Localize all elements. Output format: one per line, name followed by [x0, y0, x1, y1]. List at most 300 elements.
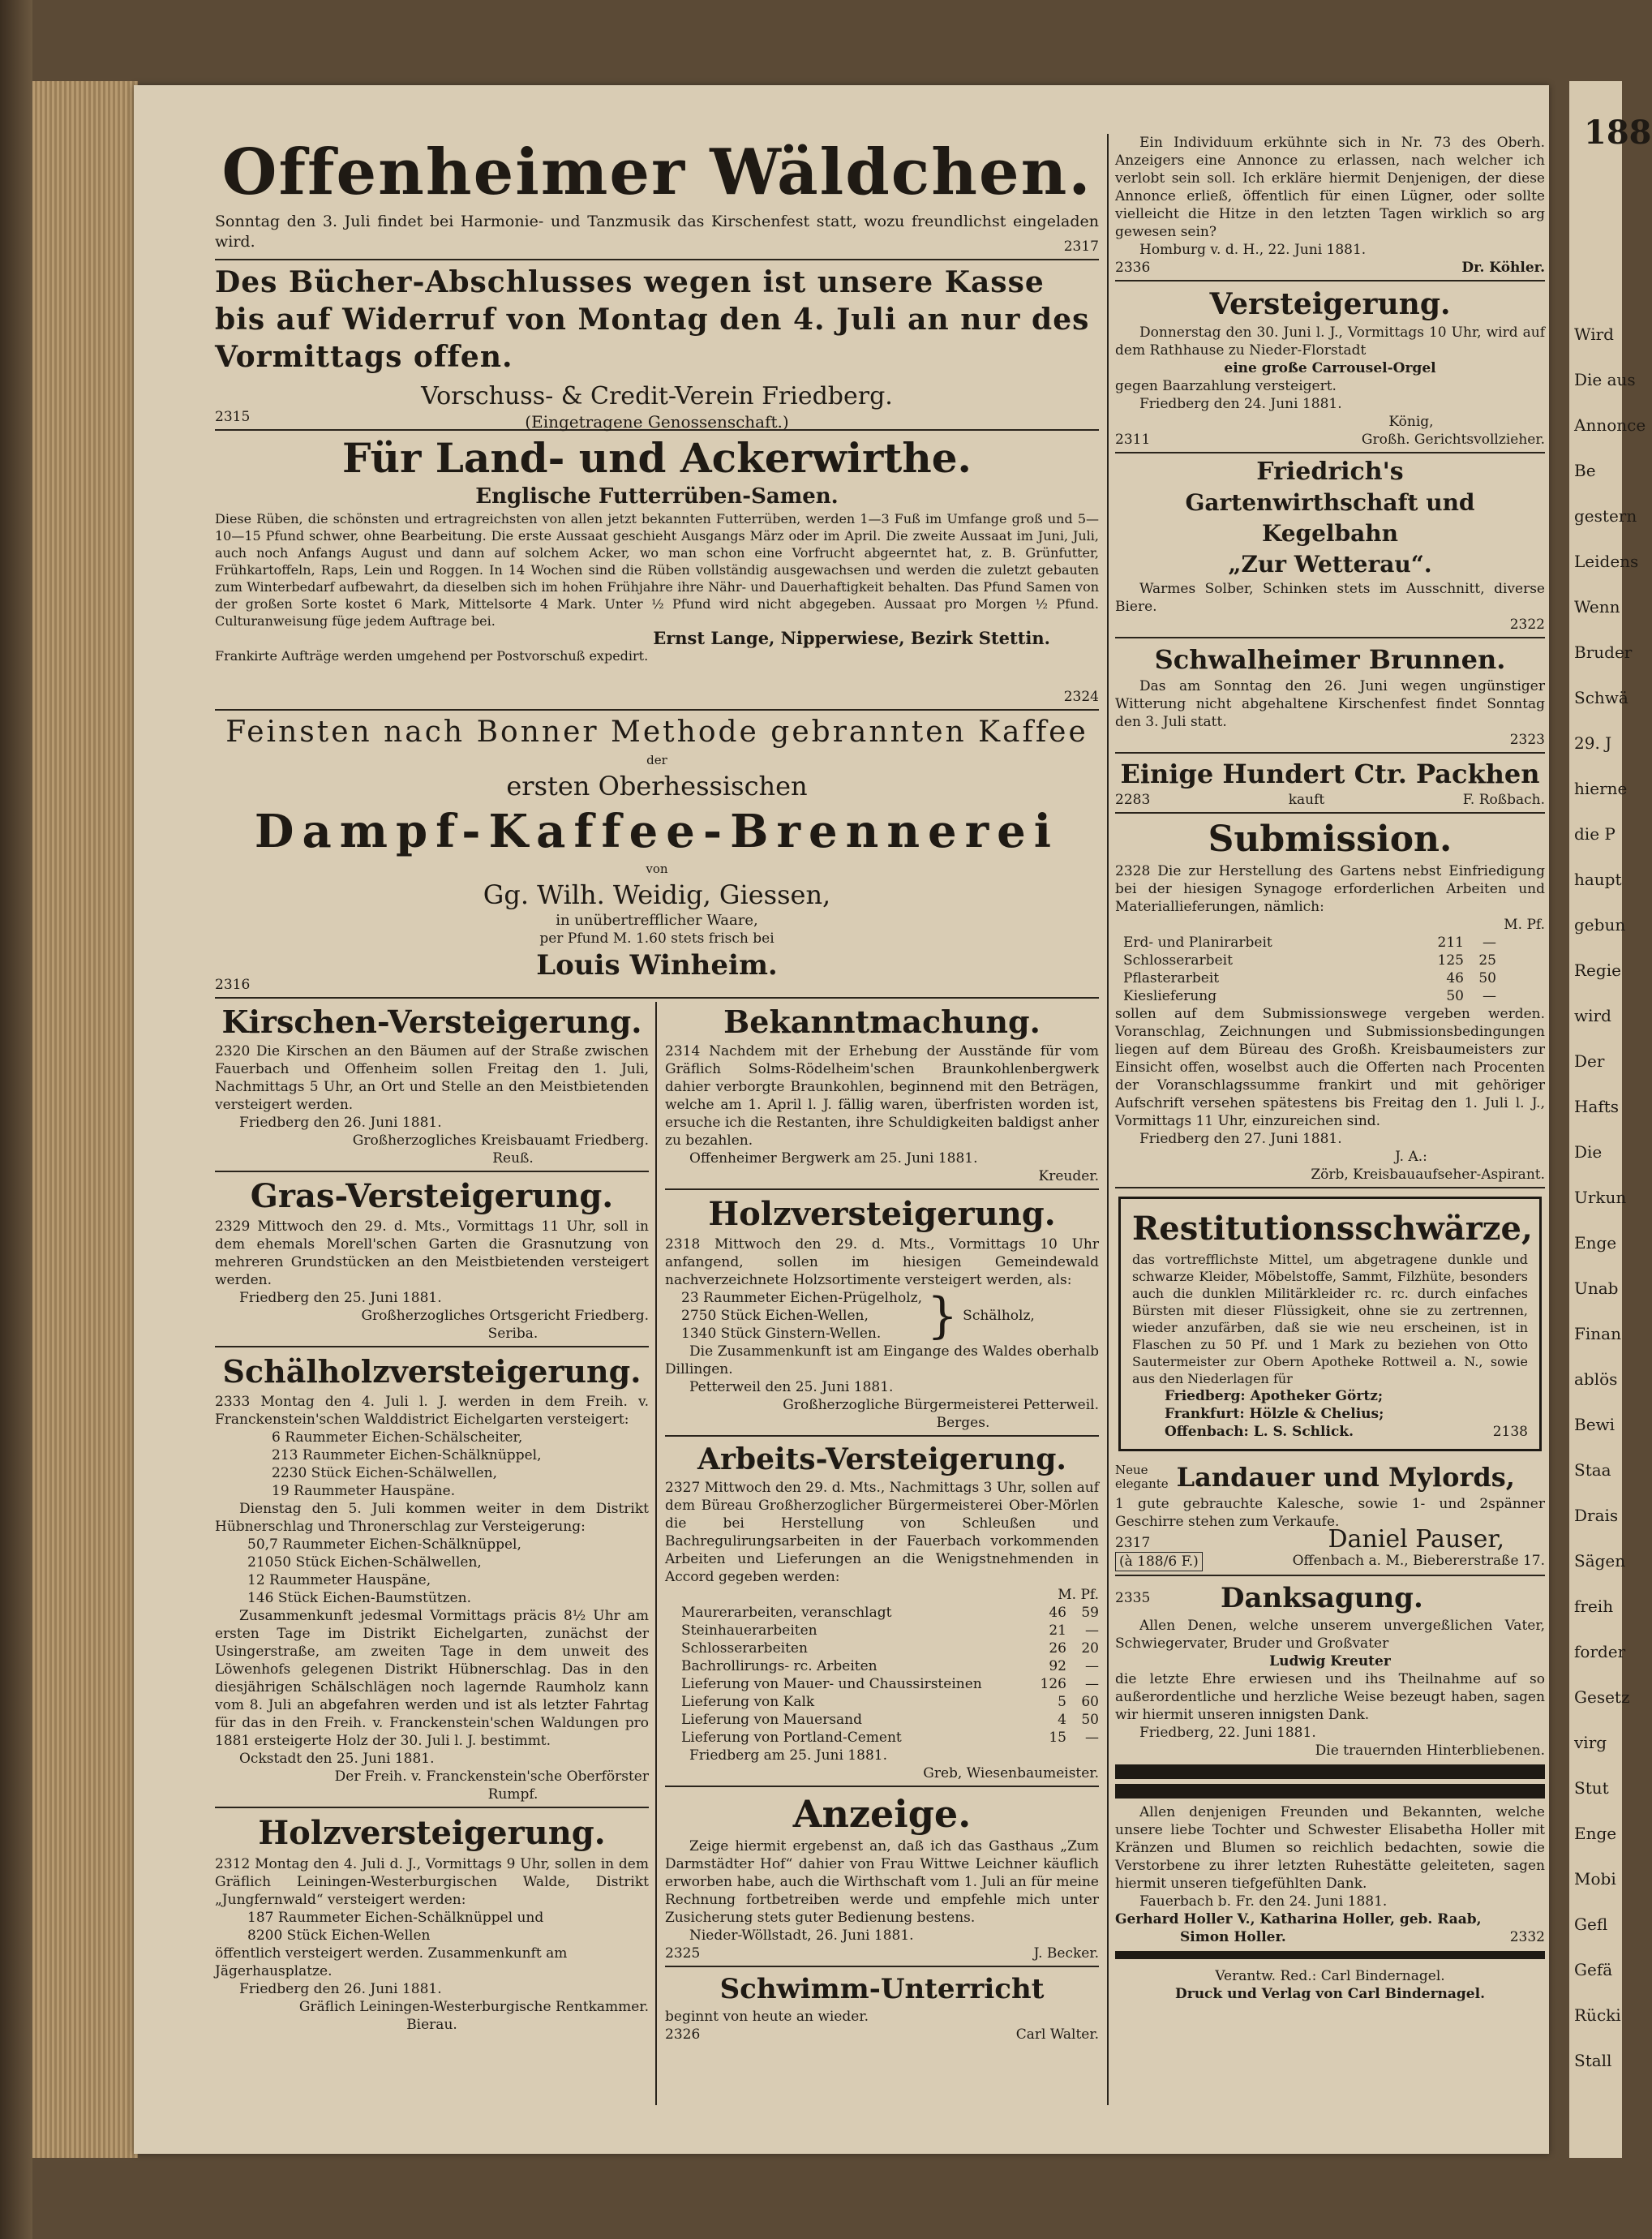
ad-landauer	[1115, 1459, 1545, 1571]
holz2-brace-label: Schälholz,	[963, 1308, 1035, 1324]
ad-schwalheim	[1115, 642, 1545, 749]
right-column	[1115, 134, 1545, 2105]
list-item: 12 Raummeter Hauspäne,	[247, 1572, 431, 1588]
next-page-fragment: Be	[1574, 461, 1596, 480]
submission-sig1: J. A.:	[1395, 1149, 1427, 1165]
table-cell: —	[1483, 988, 1496, 1004]
table-cell: Kieslieferung	[1123, 988, 1217, 1004]
dank2-text: Allen denjenigen Freunden und Bekannten, welche unsere liebe Tochter und Schwester Elisabetha Holler mit Kränzen und Blumen so reichlich bedachten, sowie die Verstorbene zu ihrer letzten Ruhestätte geleiteten, sagen hiermit unseren tiefgefühlten Dank.	[1115, 1804, 1545, 1892]
schaelholz-text3: Zusammenkunft jedesmal Vormittags präcis 8½ Uhr am ersten Tage im Distrikt Eichelgarten, zunächst der Usingerstraße, am zweiten Tage in dem unweit des Löwenhofs gelegenen Distrikt Hübnerschlag. Das in den diesjährigen Schälschlägen noch lagernde Raumholz kann vom 8. Juli an abgefahren werden und ist als letzter Fahrtag für das in den Freih. v. Franckenstein'schen Waldungen pro 1881 ersteigerte Holz der 30. Juli l. J. bestimmt.	[215, 1608, 649, 1749]
kirschen-text: 2320 Die Kirschen an den Bäumen auf der Straße zwischen Fauerbach und Offenheim sollen Freitag den 1. Juli, Nachmittags 5 Uhr, an Ort und Stelle an den Meistbietenden versteigert werden.	[215, 1043, 649, 1113]
vorschuss-sub: (Eingetragene Genossenschaft.)	[525, 412, 789, 432]
dank1-text2: die letzte Ehre erwiesen und ihs Theilnahme auf so außerordentliche und herzliche Weise bezeugt haben, sagen wir hiermit unseren innigsten Dank.	[1115, 1671, 1545, 1723]
table-cell: 46	[1049, 1605, 1066, 1621]
schaelholz-sig1: Der Freih. v. Franckenstein'sche Oberförster	[334, 1768, 649, 1785]
ad-bekannt	[665, 1002, 1099, 1185]
schaelholz-items2	[215, 1536, 649, 1607]
next-page-fragment: Der	[1574, 1051, 1605, 1071]
table-cell: 211	[1437, 935, 1464, 951]
ad-dank2	[1115, 1803, 1545, 1946]
landwirthe-foot: Frankirte Aufträge werden umgehend per Postvorschuß expedirt.	[215, 648, 649, 664]
imprint-l2: Druck und Verlag von Carl Bindernagel.	[1175, 1986, 1485, 2002]
verst-footer	[1115, 431, 1545, 449]
table-cell: —	[1085, 1622, 1099, 1639]
kaffee-num: 2316	[215, 977, 251, 993]
vorschuss-org: Vorschuss- & Credit-Verein Friedberg.	[421, 382, 893, 410]
lower-subcolumns	[215, 1002, 1099, 2105]
rule	[1115, 812, 1545, 814]
table-row	[1123, 952, 1496, 969]
next-page-fragment: Drais	[1574, 1506, 1619, 1525]
landauer-name: Daniel Pauser,	[1328, 1525, 1504, 1554]
dank2-date: Fauerbach b. Fr. den 24. Juni 1881.	[1139, 1893, 1388, 1910]
table-cell: 60	[1081, 1694, 1099, 1710]
table-row	[681, 1639, 1099, 1657]
next-page-fragment: Schwä	[1574, 688, 1628, 707]
verst-num: 2311	[1115, 432, 1151, 448]
dank1-num: 2335	[1115, 1590, 1151, 1606]
dank1-title: Danksagung.	[1221, 1582, 1423, 1614]
next-page-fragment: Die aus	[1574, 370, 1636, 389]
individuum-sig2: Dr. Köhler.	[1461, 260, 1545, 276]
kaffee-line1: Feinsten nach Bonner Methode gebrannten Kaffee	[225, 716, 1088, 749]
verst-title: Versteigerung.	[1209, 287, 1451, 321]
newspaper-page	[134, 85, 1549, 2154]
next-page-fragment: Staa	[1574, 1460, 1611, 1480]
ad-packen	[1115, 757, 1545, 809]
rule	[1115, 452, 1545, 453]
table-cell: Lieferung von Kalk	[681, 1694, 815, 1710]
friedrich-title2: Gartenwirthschaft und Kegelbahn	[1185, 489, 1475, 547]
kaffee-line9: Louis Winheim.	[536, 949, 778, 982]
kirschen-title: Kirschen-Versteigerung.	[221, 1003, 642, 1040]
landauer-addr: Offenbach a. M., Biebererstraße 17.	[1292, 1553, 1545, 1569]
anzeige-text: Zeige hiermit ergebenst an, daß ich das Gasthaus „Zum Darmstädter Hof“ dahier von Frau Wittwe Leichner käuflich erworben habe, auch die Wirthschaft vom 1. Juli an für meine Rechnung fortbetreiben werde und empfehle mich unter Zusicherung stets guter Bedienung bestens.	[665, 1838, 1099, 1926]
table-row	[1123, 987, 1496, 1005]
kaffee-line8: per Pfund M. 1.60 stets frisch bei	[539, 930, 775, 947]
table-cell: —	[1085, 1730, 1099, 1746]
landwirthe-sig: Ernst Lange, Nipperwiese, Bezirk Stettin.	[653, 628, 1050, 648]
list-item: 146 Stück Eichen-Baumstützen.	[247, 1590, 471, 1606]
submission-date: Friedberg den 27. Juni 1881.	[1139, 1131, 1342, 1147]
list-item: 1340 Stück Ginstern-Wellen.	[681, 1326, 882, 1342]
holz2-text: 2318 Mittwoch den 29. d. Mts., Vormittags 10 Uhr anfangend, sollen im hiesigen Gemeindewald nachverzeichnete Holzsortimente versteigert werden, als:	[665, 1236, 1099, 1288]
packen-footer	[1115, 791, 1545, 809]
table-cell: 92	[1049, 1658, 1066, 1674]
table-cell: —	[1085, 1676, 1099, 1692]
imprint	[1115, 1967, 1545, 2003]
next-page-fragment: Unab	[1574, 1279, 1619, 1298]
table-cell: Lieferung von Portland-Cement	[681, 1730, 902, 1746]
holz2-brace: }	[926, 1287, 959, 1344]
next-page-fragment: Leidens	[1574, 552, 1639, 571]
schaelholz-text: 2333 Montag den 4. Juli l. J. werden in dem Freih. v. Franckenstein'schen Walddistrict Eichelgarten versteigert:	[215, 1394, 649, 1428]
table-row	[1123, 934, 1496, 952]
table-cell: 26	[1049, 1640, 1066, 1657]
ad-kirschen	[215, 1002, 649, 1167]
vorschuss-num: 2315	[215, 409, 251, 425]
rule	[215, 709, 1099, 711]
next-page-fragment: forder	[1574, 1642, 1626, 1661]
arbeits-text: 2327 Mittwoch den 29. d. Mts., Nachmittags 3 Uhr, sollen auf dem Büreau Großherzoglicher Bürgermeisterei Ober-Mörlen die bei Herstellung von Schleußen und Bachregulirungsarbeiten in der Fauerbach vorkommenden Arbeiten und Lieferungen an die Wenigstnehmenden in Accord gegeben werden:	[665, 1480, 1099, 1585]
landauer-head	[1115, 1459, 1545, 1495]
landwirthe-num: 2324	[1063, 689, 1099, 705]
anzeige-sig2: J. Becker.	[1033, 1945, 1099, 1962]
table-cell: Schlosserarbeit	[1123, 952, 1233, 969]
vorschuss-text: Des Bücher-Abschlusses wegen ist unsere Kasse bis auf Widerruf von Montag den 4. Juli an nur des Vormittags offen.	[215, 265, 1090, 374]
next-page-fragment: Urkun	[1574, 1188, 1627, 1207]
rule	[1115, 1575, 1545, 1576]
table-row	[681, 1675, 1099, 1693]
next-page-fragment: hierne	[1574, 779, 1628, 798]
table-cell: Pflasterarbeit	[1123, 970, 1220, 986]
next-page-fragment: Bewi	[1574, 1415, 1616, 1434]
table-cell: 50	[1081, 1712, 1099, 1728]
rule	[1115, 280, 1545, 281]
holz1-text2: öffentlich versteigert werden. Zusammenkunft am Jägerhausplatze.	[215, 1945, 568, 1979]
list-item: 2230 Stück Eichen-Schälwellen,	[272, 1465, 497, 1481]
table-cell: 25	[1478, 952, 1496, 969]
next-page-fragment: Enge	[1574, 1824, 1617, 1843]
next-page-fragment: Regie	[1574, 960, 1621, 980]
table-cell: Maurerarbeiten, veranschlagt	[681, 1605, 892, 1621]
landauer-text: 1 gute gebrauchte Kalesche, sowie 1- und 2spänner Geschirre stehen zum Verkaufe.	[1115, 1496, 1545, 1530]
ad-vorschuss	[215, 264, 1099, 432]
holz2-sig1: Großherzogliche Bürgermeisterei Petterweil.	[783, 1397, 1099, 1413]
arbeits-head: M. Pf.	[1058, 1587, 1099, 1603]
table-row	[681, 1604, 1099, 1622]
individuum-text: Ein Individuum erkühnte sich in Nr. 73 des Oberh. Anzeigers eine Annonce zu erlassen, nach welcher ich verlobt sein soll. Ich erkläre hiermit Denjenigen, der diese Annonce erließ, öffentlich für einen Lügner, oder sollte vielleicht die Hitze in den letzten Tagen wirklich so arg gewesen sein?	[1115, 135, 1545, 240]
restitution-text: das vortrefflichste Mittel, um abgetragene dunkle und schwarze Kleider, Möbelstoffe, Sammt, Filzhüte, besonders auch die dunklen Militärkleider rc. rc. durch einfaches Bürsten mit dieser Flüssigkeit, ohne sie zu zertrennen, wieder anzufärben, daß sie wie neu erscheinen, ist in Flaschen zu 50 Pf. und 1 Mark zu beziehen von Otto Sautermeister zur Obern Apotheke Rottweil a. N., sowie aus den Niederlagen für	[1132, 1252, 1528, 1386]
submission-head: M. Pf.	[1504, 917, 1545, 933]
list-item: 187 Raummeter Eichen-Schälknüppel und	[247, 1910, 544, 1926]
table-cell: Schlosserarbeiten	[681, 1640, 808, 1657]
kaffee-line6: Gg. Wilh. Weidig, Giessen,	[483, 879, 831, 910]
next-page-fragment: Rücki	[1574, 2005, 1621, 2025]
schwimm-sig2: Carl Walter.	[1015, 2026, 1099, 2043]
verst-sig2: Großh. Gerichtsvollzieher.	[1361, 432, 1545, 448]
ad-kaffee	[215, 714, 1099, 994]
schaelholz-title: Schälholzversteigerung.	[222, 1353, 641, 1390]
dank2-sig2: Simon Holler.	[1180, 1929, 1286, 1945]
restitution-footer	[1132, 1423, 1528, 1441]
ad-submission	[1115, 817, 1545, 1184]
next-page-fragment: Enge	[1574, 1233, 1617, 1253]
table-row	[681, 1711, 1099, 1729]
next-page-fragment: die P	[1574, 824, 1616, 844]
schaelholz-text2: Dienstag den 5. Juli kommen weiter in dem Distrikt Hübnerschlag und Thronerschlag zur Versteigerung:	[215, 1501, 649, 1535]
table-row	[681, 1693, 1099, 1711]
column-rule-main	[1107, 134, 1109, 2105]
holz2-text2: Die Zusammenkunft ist am Eingange des Waldes oberhalb Dillingen.	[665, 1343, 1099, 1377]
ad-individuum	[1115, 134, 1545, 277]
landauer-pre2: elegante	[1115, 1476, 1169, 1491]
table-cell: 4	[1058, 1712, 1066, 1728]
holz2-items	[665, 1289, 922, 1343]
rule	[215, 1171, 649, 1172]
packen-num: 2283	[1115, 792, 1151, 808]
submission-title: Submission.	[1208, 819, 1452, 860]
next-page-fragment: Mobi	[1574, 1869, 1616, 1889]
landwirthe-text: Diese Rüben, die schönsten und ertragreichsten von allen jetzt bekannten Futterrüben, werden 1—3 Fuß im Umfange groß und 5—10—15 Pfund schwer, ohne Bearbeitung. Die erste Aussaat geschieht Ausgangs März oder im April. Die zweite Aussaat im Juni, Juli, auch noch Anfangs August und dann auf solchem Acker, wo man schon eine Vorfrucht abgeerntet hat, z. B. Grünfutter, Frühkartoffeln, Raps, Lein und Roggen. In 14 Wochen sind die Rüben vollständig ausgewachsen und werden die zuletzt gebauten zum Winterbedarf aufbewahrt, da dieselben sich im hohen Frühjahre ihre Nähr- und Dauerhaftigkeit behalten. Das Pfund Samen von der großen Sorte kostet 6 Mark, Mittelsorte 4 Mark. Unter ½ Pfund wird nicht abgegeben. Aussaat pro Morgen ½ Pfund. Culturanweisung füge jedem Auftrage bei.	[215, 511, 1099, 629]
ad-waeldchen	[215, 134, 1099, 256]
rule	[215, 259, 1099, 260]
landauer-num: 2317	[1115, 1535, 1151, 1551]
dank2-num: 2332	[1509, 1929, 1545, 1945]
dank1-name: Ludwig Kreuter	[1269, 1653, 1391, 1670]
dank2-sig1: Gerhard Holler V., Katharina Holler, geb. Raab,	[1115, 1911, 1482, 1927]
table-cell: 50	[1478, 970, 1496, 986]
bekannt-date: Offenheimer Bergwerk am 25. Juni 1881.	[689, 1150, 978, 1167]
holz2-sig2: Berges.	[936, 1415, 990, 1431]
left-wide-column	[215, 134, 1099, 2105]
table-cell: Bachrollirungs- rc. Arbeiten	[681, 1658, 877, 1674]
schaelholz-date: Ockstadt den 25. Juni 1881.	[239, 1751, 435, 1767]
packen-sig2: F. Roßbach.	[1462, 792, 1545, 808]
next-page-fragment: Sägen	[1574, 1551, 1626, 1571]
next-page-fragment: Annonce	[1574, 415, 1646, 435]
next-page-fragment: Bruder	[1574, 642, 1633, 662]
dank1-text: Allen Denen, welche unserem unvergeßlichen Vater, Schwiegervater, Bruder und Großvater	[1115, 1618, 1545, 1652]
arbeits-title: Arbeits-Versteigerung.	[697, 1442, 1066, 1476]
kaffee-line3: ersten Oberhessischen	[506, 771, 808, 801]
imprint-l1: Verantw. Red.: Carl Bindernagel.	[1215, 1968, 1445, 1984]
table-cell: 15	[1049, 1730, 1066, 1746]
anzeige-footer	[665, 1945, 1099, 1962]
gras-title: Gras-Versteigerung.	[250, 1177, 614, 1215]
friedrich-text: Warmes Solber, Schinken stets im Ausschnitt, diverse Biere.	[1115, 581, 1545, 615]
friedrich-title1: Friedrich's	[1256, 458, 1404, 486]
ad-versteigerung	[1115, 285, 1545, 449]
arbeits-sig2: Greb, Wiesenbaumeister.	[923, 1765, 1099, 1781]
individuum-footer	[1115, 259, 1545, 277]
table-row	[681, 1622, 1099, 1639]
gras-text: 2329 Mittwoch den 29. d. Mts., Vormittags 11 Uhr, soll in dem ehemals Morell'schen Garten die Grasnutzung von mehreren Grundstücken an den Meistbietenden versteigert werden.	[215, 1218, 649, 1288]
table-cell: —	[1483, 935, 1496, 951]
submission-text: 2328 Die zur Herstellung des Gartens nebst Einfriedigung bei der hiesigen Synagoge erforderlichen Arbeiten und Materiallieferungen, nämlich:	[1115, 863, 1545, 915]
holz1-text: 2312 Montag den 4. Juli d. J., Vormittags 9 Uhr, sollen in dem Gräflich Leiningen-Westerburgischen Walde, Distrikt „Jungfernwald“ versteigert werden:	[215, 1856, 649, 1908]
next-page-fragment: Hafts	[1574, 1097, 1620, 1116]
arbeits-date: Friedberg am 25. Juni 1881.	[689, 1747, 887, 1764]
verst-line: eine große Carrousel-Orgel	[1224, 360, 1436, 376]
ad-holz2	[665, 1193, 1099, 1432]
table-row	[681, 1657, 1099, 1675]
next-page-fragment: gestern	[1574, 506, 1637, 526]
schwimm-footer	[665, 2026, 1099, 2043]
kirschen-sig2: Reuß.	[492, 1150, 534, 1167]
next-page-fragment: Die	[1574, 1142, 1603, 1162]
list-item: 21050 Stück Eichen-Schälwellen,	[247, 1554, 482, 1571]
schaelholz-sig2: Rumpf.	[487, 1786, 539, 1803]
next-page-fragment: gebun	[1574, 915, 1626, 935]
next-page-fragment: Gefl	[1574, 1915, 1608, 1934]
mourning-bar	[1115, 1784, 1545, 1799]
schwalheim-title: Schwalheimer Brunnen.	[1154, 644, 1506, 675]
rule	[665, 1188, 1099, 1190]
waeldchen-text: Sonntag den 3. Juli findet bei Harmonie- und Tanzmusik das Kirschenfest statt, wozu freundlichst eingeladen wird.	[215, 213, 1099, 251]
table-cell: Lieferung von Mauersand	[681, 1712, 863, 1728]
column-rule	[655, 1002, 657, 2105]
kaffee-line5: von	[646, 862, 668, 876]
schwimm-text: beginnt von heute an wieder.	[665, 2009, 869, 2025]
anzeige-num: 2325	[665, 1945, 701, 1962]
holz2-list	[665, 1289, 1099, 1343]
submission-sig2: Zörb, Kreisbauaufseher-Aspirant.	[1311, 1167, 1545, 1183]
rule	[665, 1966, 1099, 1967]
restitution-title: Restitutionsschwärze,	[1132, 1210, 1533, 1248]
ad-landwirthe	[215, 434, 1099, 706]
individuum-num: 2336	[1115, 260, 1151, 276]
next-page-fragment: Finan	[1574, 1324, 1621, 1343]
next-page-fragment: Stut	[1574, 1778, 1609, 1798]
mourning-bar	[1115, 1951, 1545, 1959]
landauer-pre	[1115, 1463, 1169, 1491]
kirschen-date: Friedberg den 26. Juni 1881.	[239, 1115, 442, 1131]
holz1-sig1: Gräflich Leiningen-Westerburgische Rentkammer.	[298, 1999, 649, 2015]
arbeits-table	[665, 1604, 1099, 1747]
bekannt-text: 2314 Nachdem mit der Erhebung der Ausstände für vom Gräflich Solms-Rödelheim'schen Braunkohlenbergwerk dahier verborgte Braunkohlen, beginnend mit den Beträgen, welche am 1. April l. J. fällig waren, überfristen worden ist, ersuche ich die Restanten, ihre Schuldigkeiten baldigst anher zu bezahlen.	[665, 1043, 1099, 1149]
ad-arbeits	[665, 1440, 1099, 1782]
next-page-fragment: wird	[1574, 1006, 1611, 1025]
friedrich-title3: „Zur Wetterau“.	[1228, 551, 1432, 578]
dank1-date: Friedberg, 22. Juni 1881.	[1139, 1725, 1316, 1741]
middle-subcolumn	[665, 1002, 1099, 2043]
kirschen-sig1: Großherzogliches Kreisbauamt Friedberg.	[352, 1132, 649, 1149]
kaffee-line2: der	[646, 753, 667, 767]
next-page-fragment: virg	[1574, 1733, 1607, 1752]
verst-date: Friedberg den 24. Juni 1881.	[1139, 396, 1342, 412]
waeldchen-title: Offenheimer Wäldchen.	[221, 135, 1092, 209]
dank2-footer	[1115, 1928, 1545, 1946]
table-cell: Erd- und Planirarbeit	[1123, 935, 1272, 951]
next-page-fragment: Stall	[1574, 2051, 1612, 2070]
anzeige-title: Anzeige.	[792, 1792, 972, 1836]
holz2-title: Holzversteigerung.	[708, 1195, 1056, 1233]
dank1-sig2: Die trauernden Hinterbliebenen.	[1315, 1743, 1545, 1759]
holz2-date: Petterweil den 25. Juni 1881.	[689, 1379, 894, 1395]
kaffee-line4: Dampf-Kaffee-Brennerei	[254, 805, 1060, 858]
page-edges	[32, 81, 138, 2158]
landauer-ref: (à 188/6 F.)	[1115, 1552, 1203, 1571]
gras-sig2: Seriba.	[487, 1326, 539, 1342]
waeldchen-num: 2317	[1063, 239, 1099, 255]
next-page-number: 188	[1584, 114, 1652, 152]
verst-sig1: König,	[1388, 414, 1434, 430]
restitution-num: 2138	[1492, 1424, 1528, 1440]
rule	[215, 1807, 649, 1808]
bekannt-sig2: Kreuder.	[1038, 1168, 1099, 1184]
holz1-title: Holzversteigerung.	[258, 1814, 606, 1852]
packen-title: Einige Hundert Ctr. Packhen	[1120, 759, 1540, 789]
next-page-fragment: haupt	[1574, 870, 1622, 889]
friedrich-num: 2322	[1509, 617, 1545, 633]
next-page-edge	[1569, 81, 1652, 2158]
submission-text2: sollen auf dem Submissionswege vergeben werden. Voranschlag, Zeichnungen und Submissionsbedingungen liegen auf dem Büreau des Großh. Kreisbaumeisters zur Einsicht offen, woselbst auch die Offerten nach Procenten der Voranschlagssumme frankirt und mit gehöriger Aufschrift versehen spätestens bis Freitag den 1. Juli l. J., Vormittags 11 Uhr, einzureichen sind.	[1115, 1006, 1545, 1129]
next-page-fragment: 29. J	[1574, 733, 1612, 753]
list-item: 213 Raummeter Eichen-Schälknüppel,	[272, 1447, 542, 1463]
holz1-sig2: Bierau.	[406, 2017, 457, 2033]
ad-holz1	[215, 1811, 649, 2034]
next-page-fragment: ablös	[1574, 1369, 1618, 1389]
verst-text: Donnerstag den 30. Juni l. J., Vormittags 10 Uhr, wird auf dem Rathhause zu Nieder-Florstadt	[1115, 324, 1545, 359]
landauer-pre1: Neue	[1115, 1463, 1148, 1477]
list-item: 19 Raummeter Hauspäne.	[272, 1483, 456, 1499]
next-page-fragment: Wenn	[1574, 597, 1620, 617]
restitution-l1: Friedberg: Apotheker Görtz;	[1165, 1388, 1384, 1404]
rule	[665, 1435, 1099, 1437]
landwirthe-subtitle: Englische Futterrüben-Samen.	[475, 484, 839, 509]
rule	[215, 997, 1099, 999]
landwirthe-title: Für Land- und Ackerwirthe.	[342, 434, 972, 482]
schwimm-num: 2326	[665, 2026, 701, 2043]
list-item: 50,7 Raummeter Eichen-Schälknüppel,	[247, 1536, 521, 1553]
next-page-fragment: Gefä	[1574, 1960, 1613, 1979]
table-cell: 21	[1049, 1622, 1066, 1639]
list-item: 23 Raummeter Eichen-Prügelholz,	[681, 1290, 922, 1306]
rule	[1115, 752, 1545, 754]
holz1-items	[215, 1909, 649, 1945]
dank1-head	[1115, 1579, 1545, 1617]
list-item: 2750 Stück Eichen-Wellen,	[681, 1308, 869, 1324]
anzeige-date: Nieder-Wöllstadt, 26. Juni 1881.	[689, 1927, 914, 1944]
ad-dank1	[1115, 1579, 1545, 1760]
table-cell: 126	[1040, 1676, 1066, 1692]
rule	[215, 1346, 649, 1347]
packen-mid: kauft	[1288, 792, 1325, 808]
table-cell: 125	[1437, 952, 1464, 969]
gras-sig1: Großherzogliches Ortsgericht Friedberg.	[361, 1308, 649, 1324]
mourning-bar	[1115, 1764, 1545, 1779]
restitution-l3: Offenbach: L. S. Schlick.	[1165, 1424, 1354, 1440]
landauer-name-line	[1115, 1525, 1545, 1554]
table-row	[1123, 969, 1496, 987]
table-cell: —	[1085, 1658, 1099, 1674]
rule	[665, 1786, 1099, 1787]
landauer-addr-line	[1115, 1552, 1545, 1571]
table-cell: 20	[1081, 1640, 1099, 1657]
table-cell: 59	[1081, 1605, 1099, 1621]
submission-table	[1115, 934, 1545, 1005]
bekannt-title: Bekanntmachung.	[723, 1003, 1041, 1040]
table-row	[681, 1729, 1099, 1747]
list-item: 8200 Stück Eichen-Wellen	[247, 1927, 431, 1944]
list-item: 6 Raummeter Eichen-Schälscheiter,	[272, 1429, 523, 1446]
schwalheim-num: 2323	[1509, 732, 1545, 748]
kaffee-line7: in unübertrefflicher Waare,	[556, 912, 758, 929]
table-cell: 5	[1058, 1694, 1066, 1710]
table-cell: 46	[1446, 970, 1464, 986]
next-page-fragment: Gesetz	[1574, 1687, 1630, 1707]
table-cell: Lieferung von Mauer- und Chaussirsteinen	[681, 1676, 982, 1692]
holz1-date: Friedberg den 26. Juni 1881.	[239, 1981, 442, 1997]
next-page-fragment: Wird	[1574, 324, 1614, 344]
individuum-date: Homburg v. d. H., 22. Juni 1881.	[1139, 242, 1367, 258]
rule	[1115, 637, 1545, 638]
rule	[1115, 1187, 1545, 1188]
schwalheim-text: Das am Sonntag den 26. Juni wegen ungünstiger Witterung nicht abgehaltene Kirschenfest findet Sonntag den 3. Juli statt.	[1115, 678, 1545, 730]
ad-friedrich	[1115, 457, 1545, 634]
next-page-fragment: freih	[1574, 1597, 1614, 1616]
ad-schwimm	[665, 1970, 1099, 2043]
table-cell: 50	[1446, 988, 1464, 1004]
book-binding	[0, 0, 32, 2239]
gras-date: Friedberg den 25. Juni 1881.	[239, 1290, 442, 1306]
verst-text2: gegen Baarzahlung versteigert.	[1115, 378, 1337, 394]
table-cell: Steinhauerarbeiten	[681, 1622, 817, 1639]
schwimm-title: Schwimm-Unterricht	[719, 1973, 1045, 2005]
restitution-l2: Frankfurt: Hölzle & Chelius;	[1165, 1406, 1384, 1422]
ad-gras	[215, 1175, 649, 1343]
